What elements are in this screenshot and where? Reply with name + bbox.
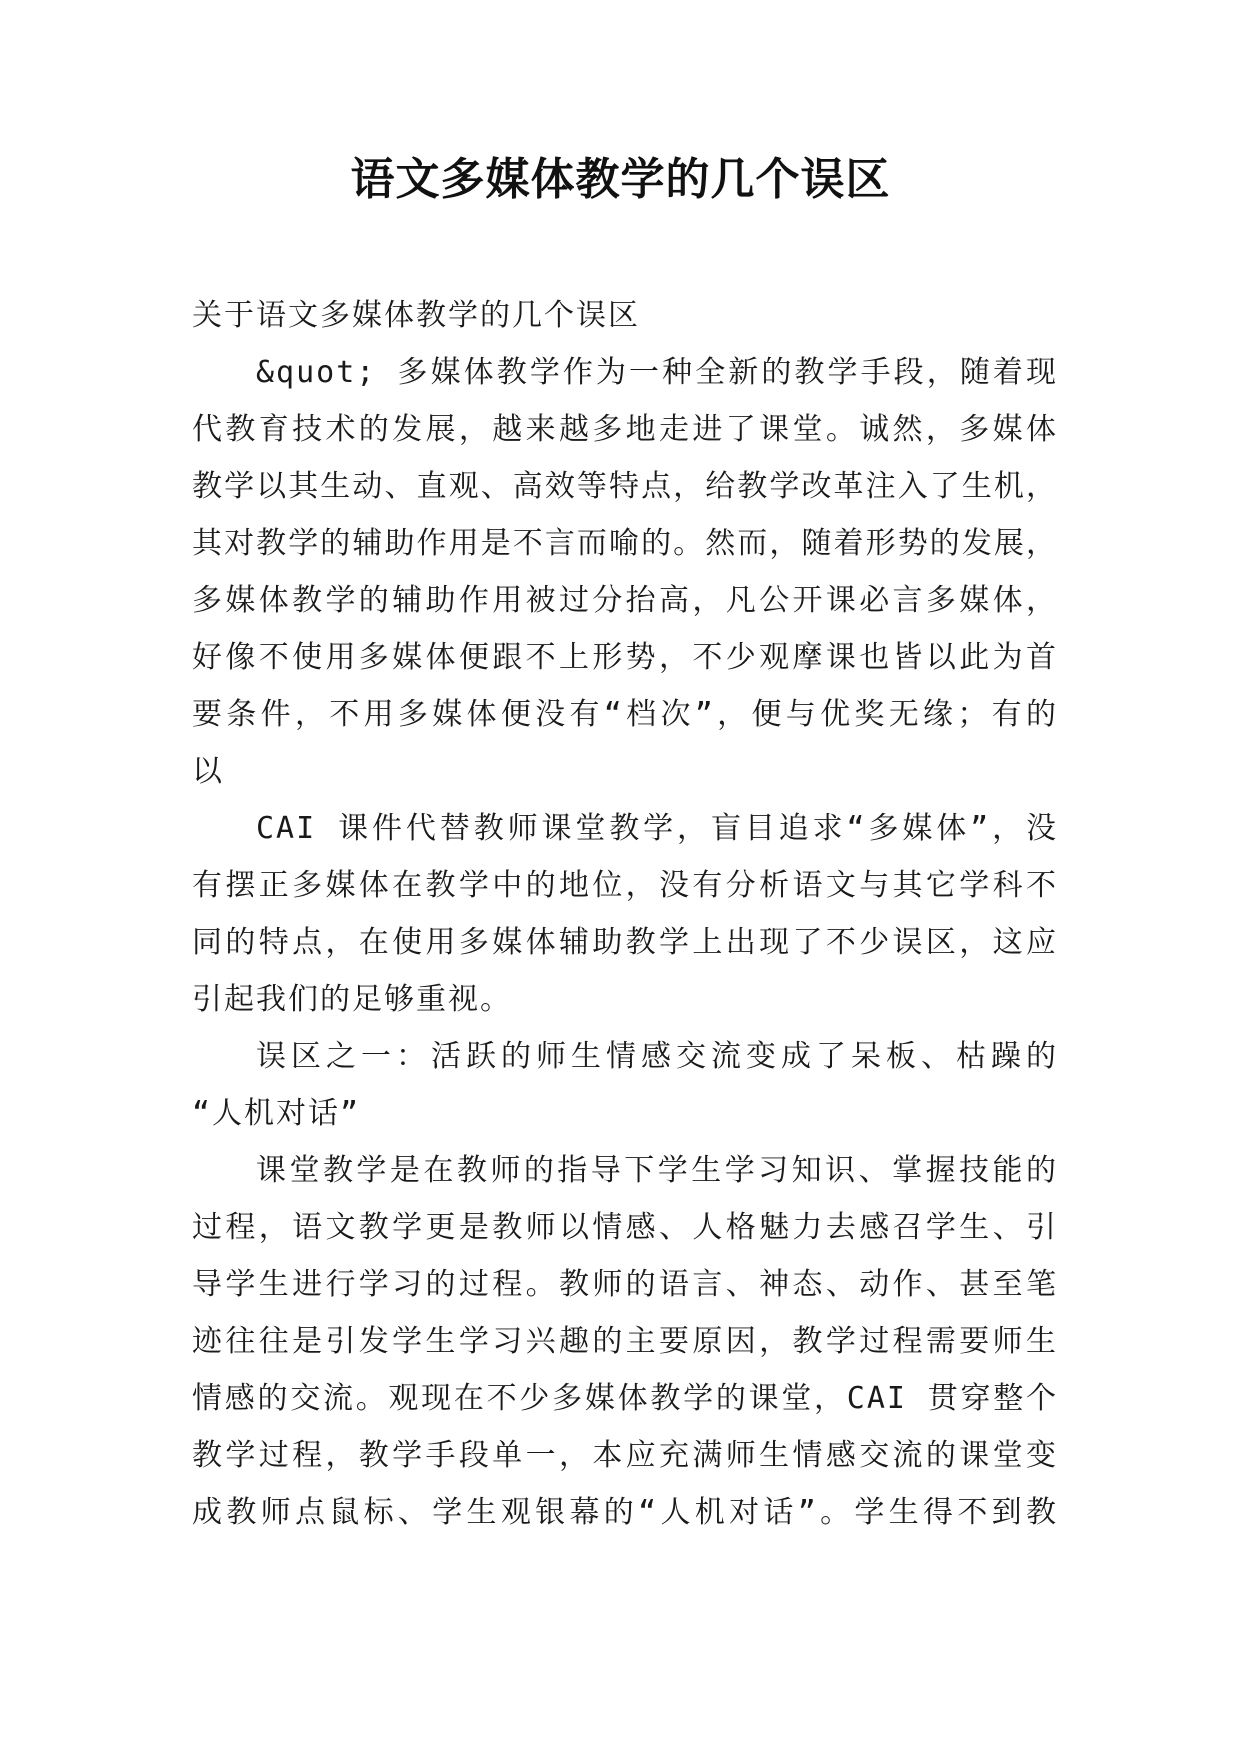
text-line: 其对教学的辅助作用是不言而喻的。然而，随着形势的发展， [192, 526, 1058, 561]
text-line: 成教师点鼠标、学生观银幕的“人机对话”。学生得不到教 [192, 1495, 1058, 1530]
text-line: 以 [192, 754, 224, 789]
text-line: 教学以其生动、直观、高效等特点，给教学改革注入了生机， [192, 469, 1058, 504]
text-line: 导学生进行学习的过程。教师的语言、神态、动作、甚至笔 [192, 1267, 1058, 1302]
text-line: 好像不使用多媒体便跟不上形势，不少观摩课也皆以此为首 [192, 640, 1058, 675]
text-line: 课堂教学是在教师的指导下学生学习知识、掌握技能的 [256, 1153, 1058, 1188]
text-line: 代教育技术的发展，越来越多地走进了课堂。诚然，多媒体 [192, 412, 1058, 447]
text-line: 误区之一：活跃的师生情感交流变成了呆板、枯躁的 [256, 1039, 1058, 1074]
text-line: 教学过程，教学手段单一，本应充满师生情感交流的课堂变 [192, 1438, 1058, 1473]
text-line: 多媒体教学的辅助作用被过分抬高，凡公开课必言多媒体， [192, 583, 1058, 618]
text-line: 迹往往是引发学生学习兴趣的主要原因，教学过程需要师生 [192, 1324, 1058, 1359]
document-title: 语文多媒体教学的几个误区 [350, 154, 891, 205]
text-line: 要条件，不用多媒体便没有“档次”，便与优奖无缘；有的 [192, 697, 1058, 732]
text-line: 关于语文多媒体教学的几个误区 [192, 298, 640, 333]
text-line: 过程，语文教学更是教师以情感、人格魅力去感召学生、引 [192, 1210, 1058, 1245]
text-line: CAI 课件代替教师课堂教学，盲目追求“多媒体”，没 [256, 811, 1058, 846]
text-line: 引起我们的足够重视。 [192, 982, 512, 1017]
document-body [192, 287, 1058, 1541]
text-line: 有摆正多媒体在教学中的地位，没有分析语文与其它学科不 [192, 868, 1058, 903]
text-line: “人机对话” [192, 1096, 361, 1131]
text-line: &quot; 多媒体教学作为一种全新的教学手段，随着现 [256, 355, 1058, 390]
text-line: 情感的交流。观现在不少多媒体教学的课堂，CAI 贯穿整个 [192, 1381, 1058, 1416]
text-line: 同的特点，在使用多媒体辅助教学上出现了不少误区，这应 [192, 925, 1058, 960]
